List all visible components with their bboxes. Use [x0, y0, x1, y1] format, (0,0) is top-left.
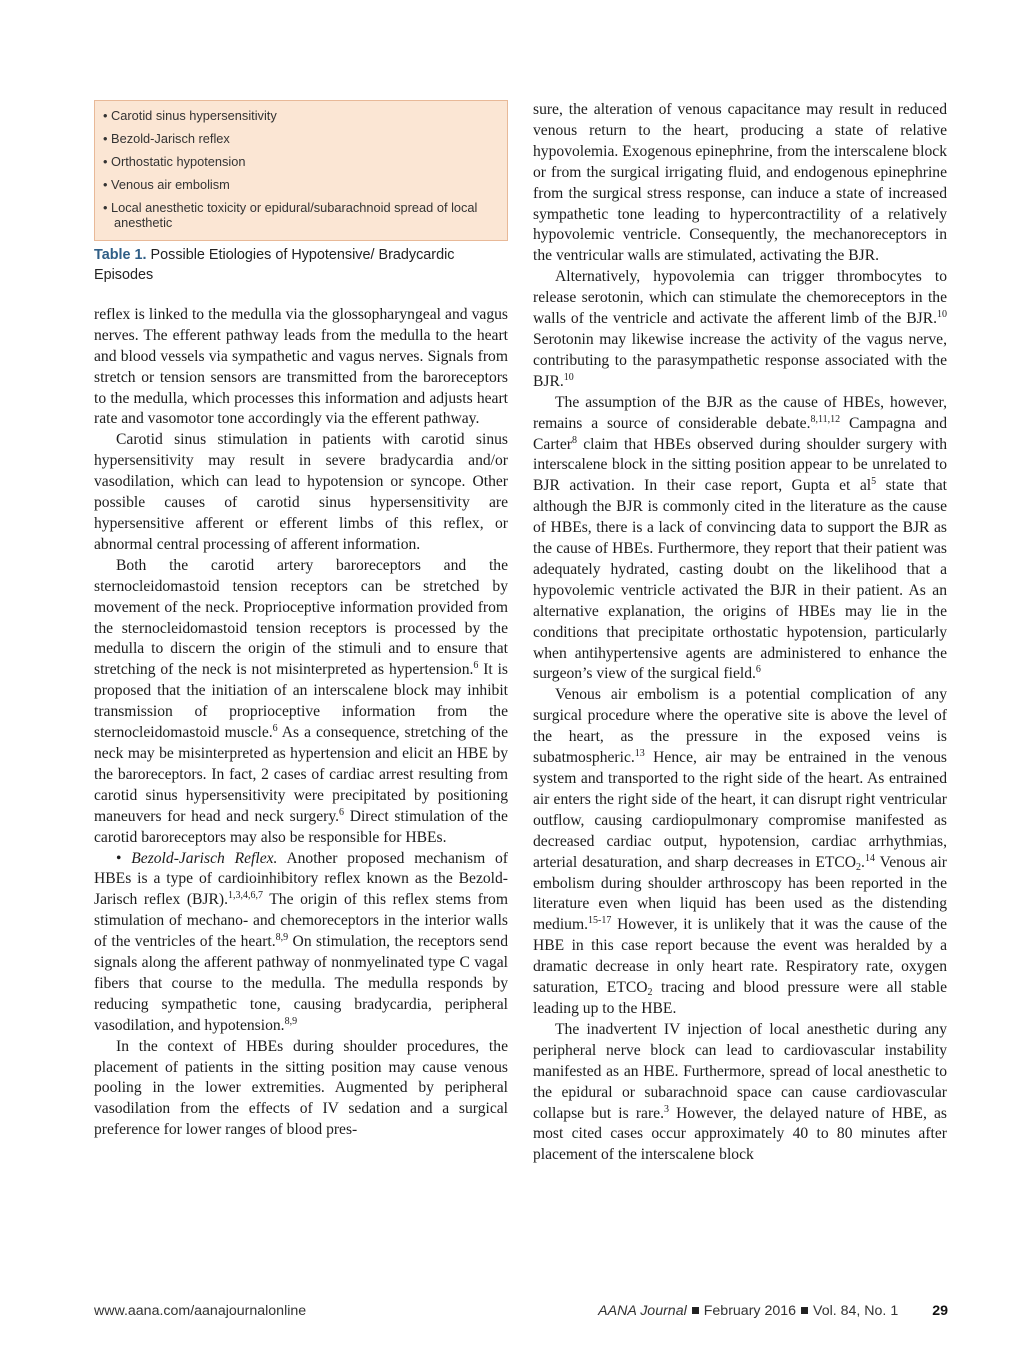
- citation: 5: [871, 476, 877, 488]
- citation: 8: [571, 434, 577, 446]
- square-bullet-icon: [801, 1307, 808, 1314]
- journal-url[interactable]: www.aana.com/aanajournalonline: [94, 1303, 307, 1319]
- table-caption: [94, 245, 508, 285]
- citation: 10: [937, 309, 947, 321]
- body-paragraph: • Bezold-Jarisch Reflex. Another proposed mechanism of HBEs is a type of cardioinhibitory reflex known as the Bezold-Jarisch reflex (BJR).$^{1,3,4,6,7}$ The origin of this reflex stems from stimulation of mechano- and chemoreceptors in the interior walls of the ventricles of the heart.$^{8,9}$ On stimulation, the receptors send signals along the afferent pathway of nonmyelinated type C vagal fibers that course to the medulla. The medulla responds by reducing sympathetic tone, causing bradycardia, peripheral vasodilation, and hypotension.$^{8,9}$: [94, 849, 508, 1034]
- square-bullet-icon: [692, 1307, 699, 1314]
- citation: 8,9: [275, 932, 289, 944]
- citation: 13: [634, 748, 645, 760]
- body-paragraph: Both the carotid artery baroreceptors and the sternocleidomastoid tension receptors can be stretched by movement of the neck. Proprioceptive information provided from the sternocleidomastoid tension receptors is processed by the medulla to discern the origin of the stimuli and to ensure that stretching of the neck is not misinterpreted as hypertension.$^6$ It is proposed that the initiation of an interscalene block may inhibit transmission of proprioceptive information from the sternocleidomastoid muscle.$^6$ As a consequence, stretching of the neck may be misinterpreted as hypertension and elicit an HBE by the baroreceptors. In fact, 2 cases of cardiac arrest resulting from carotid sinus hypersensitivity were precipitated by positioning maneuvers for head and neck surgery.$^6$ Direct stimulation of the carotid baroreceptors may also be responsible for HBEs.: [94, 556, 508, 846]
- etiology-item: • Local anesthetic toxicity or epidural/subarachnoid spread of local anesthetic: [103, 199, 478, 231]
- body-paragraph: The assumption of the BJR as the cause of HBEs, however, remains a source of considerable debate.$^{8,11,12}$ Campagna and Carter$^8$ claim that HBEs observed during shoulder surgery with interscalene block in the sitting position appear to be unrelated to BJR activation. In their case report, Gupta et $al^5$ state that although the BJR is commonly cited in the literature as the cause of HBEs, there is a lack of convincing data to support the BJR as the cause of HBEs. Furthermore, they report that their patient was adequately hydrated, casting doubt on the likelihood that a hypovolemic ventricle activated the BJR in their patient. As an alternative explanation, the origins of HBEs may lie in the conditions that precipitate orthostatic hypotension, particularly when antihypertensive agents are administered to enhance the surgeon’s view of the surgical field.$^6$: [533, 393, 947, 683]
- etiology-table-box: [94, 100, 508, 241]
- page-number: 29: [932, 1303, 948, 1319]
- table-caption-text: Possible Etiologies of Hypotensive/ Bradycardic Episodes: [94, 246, 455, 283]
- etiology-item: • Venous air embolism: [103, 177, 230, 193]
- left-column: [94, 100, 508, 1141]
- right-column: [533, 100, 947, 1166]
- volume-issue: Vol. 84, No. 1: [813, 1303, 899, 1319]
- body-paragraph: Venous air embolism is a potential complication of any surgical procedure where the operative site is above the level of the heart, as the pressure in the exposed veins is subatmospheric.$^{13}$ Hence, air may be entrained in the venous system and transported to the right side of the heart. As entrained air enters the right side of the heart, it can disrupt right ventricular outflow, causing cardiopulmonary compromise manifested as decreased cardiac output, hypotension, cardiac arrhythmias, arterial desaturation, and sharp decreases in $ETCO_2.^{14}$ Venous air embolism during shoulder arthroscopy has been reported in the literature even when liquid has been used as the distending medium.$^{15-17}$ However, it is unlikely that it was the cause of the HBE in this case report because the event was heralded by a dramatic decrease in only heart rate. Respiratory rate, oxygen saturation, $ETCO_2$ tracing and blood pressure were all stable leading up to the HBE.: [533, 686, 948, 1017]
- citation: 15-17: [588, 915, 612, 927]
- citation: 3: [663, 1103, 669, 1115]
- citation: 8,11,12: [810, 413, 841, 425]
- body-paragraph: In the context of HBEs during shoulder procedures, the placement of patients in the sitting position may cause venous pooling in the lower extremities. Augmented by peripheral vasodilation from the effects of IV sedation and a surgical preference for lower ranges of blood pres-: [94, 1037, 508, 1139]
- issue-date: February 2016: [703, 1303, 797, 1319]
- body-paragraph: sure, the alteration of venous capacitance may result in reduced venous return to the heart, producing a state of relative hypovolemia. Exogenous epinephrine, from the interscalene block or from the surgical irrigating fluid, and endogenous epinephrine from the surgical stress response, can induce a state of increased sympathetic tone leading to hypercontractility of a relatively hypovolemic ventricle. Consequently, the mechanoreceptors in the ventricular walls are stimulated, activating the BJR.: [533, 101, 947, 265]
- body-paragraph: The inadvertent IV injection of local anesthetic during any peripheral nerve block can lead to cardiovascular instability manifested as an HBE. Furthermore, spread of local anesthetic to the epidural or subarachnoid space can cause cardiovascular collapse but is rare.$^3$ However, the delayed nature of HBE, as most cited cases occur approximately 40 to 80 minutes after placement of the interscalene block: [533, 1020, 947, 1164]
- etiology-item: • Bezold-Jarisch reflex: [103, 131, 230, 147]
- section-heading: Bezold-Jarisch Reflex.: [131, 849, 278, 867]
- journal-name: AANA Journal: [598, 1303, 687, 1319]
- citation: 8,9: [284, 1015, 298, 1027]
- citation: 14: [864, 852, 875, 864]
- citation: 6: [755, 664, 761, 676]
- subscript: 2: [647, 987, 653, 999]
- subscript: 2: [856, 861, 862, 873]
- citation: 10: [563, 371, 574, 383]
- etiology-item: • Orthostatic hypotension: [103, 154, 246, 170]
- footer-citation: [598, 1303, 948, 1319]
- citation: 6: [339, 806, 344, 818]
- body-paragraph: Carotid sinus stimulation in patients with carotid sinus hypersensitivity may result in severe bradycardia and/or vasodilation, which can lead to hypotension or syncope. Other possible causes of carotid sinus hypersensitivity are hypersensitive afferent or efferent limbs of this reflex, or abnormal central processing of afferent information.: [94, 431, 508, 553]
- etiology-item: • Carotid sinus hypersensitivity: [103, 108, 277, 124]
- page-footer: [94, 1303, 948, 1325]
- citation: 6: [473, 660, 479, 672]
- body-paragraph: reflex is linked to the medulla via the glossopharyngeal and vagus nerves. The efferent pathway leads from the medulla to the heart and blood vessels via sympathetic and vagus nerves. Signals from stretch or tension sensors are transmitted from the baroreceptors to the medulla, which processes this information and adjusts heart rate and vasomotor tone accordingly via the efferent pathway.: [94, 305, 508, 428]
- citation: 6: [272, 723, 278, 735]
- body-paragraph: Alternatively, hypovolemia can trigger thrombocytes to release serotonin, which can stimulate the chemoreceptors in the walls of the ventricle and activate the afferent limb of the BJR.$^{10}$ Serotonin may likewise increase the activity of the vagus nerve, contributing to the parasympathetic response associated with the BJR.$^{10}$: [533, 268, 947, 390]
- table-label: Table 1.: [94, 246, 147, 263]
- citation: 1,3,4,6,7: [227, 890, 263, 902]
